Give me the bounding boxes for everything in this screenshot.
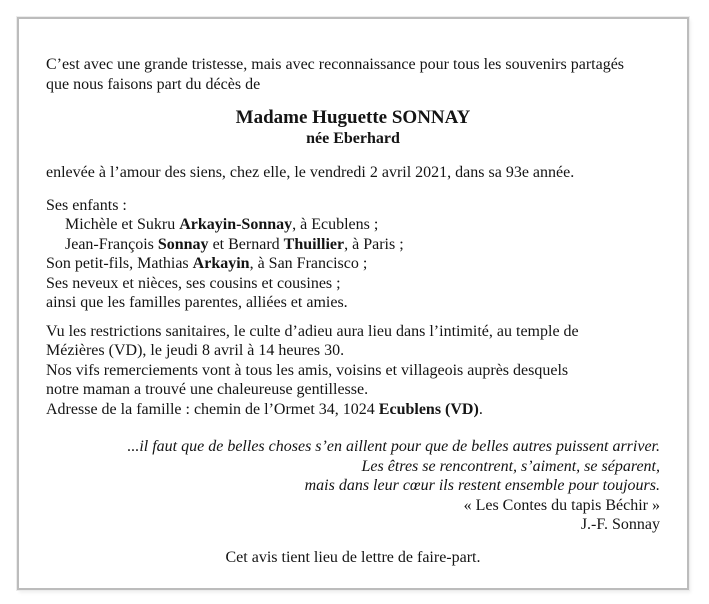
intro-line: C’est avec une grande tristesse, mais avec reconnaissance pour tous les souvenirs partagés	[46, 56, 625, 73]
plain-text: Vu les restrictions sanitaires, le culte d’adieu aura lieu dans l’intimité, au temple de	[46, 322, 579, 340]
family-line	[46, 196, 660, 216]
quote-line: Les êtres se rencontrent, s’aiment, se séparent,	[361, 457, 660, 475]
plain-text: , à Paris ;	[344, 235, 404, 253]
plain-text: Ses neveux et nièces, ses cousins et cousines ;	[46, 274, 341, 292]
deceased-maiden-name: née Eberhard	[306, 130, 400, 147]
bold-name-text: Arkayin	[192, 255, 250, 272]
plain-text: , à Ecublens ;	[292, 216, 379, 233]
plain-text: ainsi que les familles parentes, alliées et amies.	[46, 294, 348, 311]
ceremony-info-line	[46, 322, 660, 342]
quote-line: ...il faut que de belles choses s’en aillent pour que de belles autres puissent arriver.	[127, 438, 660, 455]
family-line	[46, 235, 660, 255]
ceremony-info	[46, 322, 660, 420]
plain-text: Nos vifs remerciements vont à tous les amis, voisins et villageois auprès desquels	[46, 361, 569, 379]
quote-source: « Les Contes du tapis Béchir »	[463, 496, 660, 514]
death-notice-line: enlevée à l’amour des siens, chez elle, le vendredi 2 avril 2021, dans sa 93e année.	[46, 164, 575, 181]
closing-block	[46, 548, 660, 568]
deceased-name-block	[46, 106, 660, 148]
plain-text: .	[478, 400, 483, 418]
bold-name-text: Sonnay	[157, 235, 209, 253]
family-line	[46, 254, 660, 274]
quote-author: J.-F. Sonnay	[580, 516, 660, 533]
plain-text: Mézières (VD), le jeudi 8 avril à 14 heures 30.	[46, 342, 345, 359]
quote-line: mais dans leur cœur ils restent ensemble pour toujours.	[304, 477, 660, 494]
plain-text: Jean-François	[65, 235, 158, 253]
plain-text: notre maman a trouvé une chaleureuse gentillesse.	[46, 381, 369, 398]
family-line	[46, 215, 660, 235]
deceased-name: Madame Huguette SONNAY	[235, 107, 471, 128]
plain-text: , à San Francisco ;	[249, 255, 368, 272]
bold-name-text: Arkayin-Sonnay	[179, 216, 293, 233]
plain-text: Michèle et Sukru	[65, 216, 180, 233]
plain-text: et Bernard	[208, 235, 284, 253]
plain-text: Son petit-fils, Mathias	[46, 255, 193, 272]
quote-block	[46, 437, 660, 535]
plain-text: Adresse de la famille : chemin de l’Ormet 34, 1024	[46, 400, 379, 418]
intro-paragraph	[46, 55, 660, 94]
family-line	[46, 293, 660, 313]
family-address-line	[46, 400, 660, 420]
bold-name-text: Ecublens (VD)	[378, 400, 479, 418]
ceremony-info-line	[46, 380, 660, 400]
death-notice	[46, 163, 660, 183]
family-list	[46, 196, 660, 313]
plain-text: Ses enfants :	[46, 196, 127, 214]
ceremony-info-line	[46, 361, 660, 381]
intro-line: que nous faisons part du décès de	[46, 75, 261, 93]
closing-line: Cet avis tient lieu de lettre de faire-part.	[225, 548, 481, 566]
family-line	[46, 274, 660, 294]
ceremony-info-line	[46, 341, 660, 361]
obituary-card	[17, 17, 689, 590]
bold-name-text: Thuillier	[283, 235, 345, 253]
